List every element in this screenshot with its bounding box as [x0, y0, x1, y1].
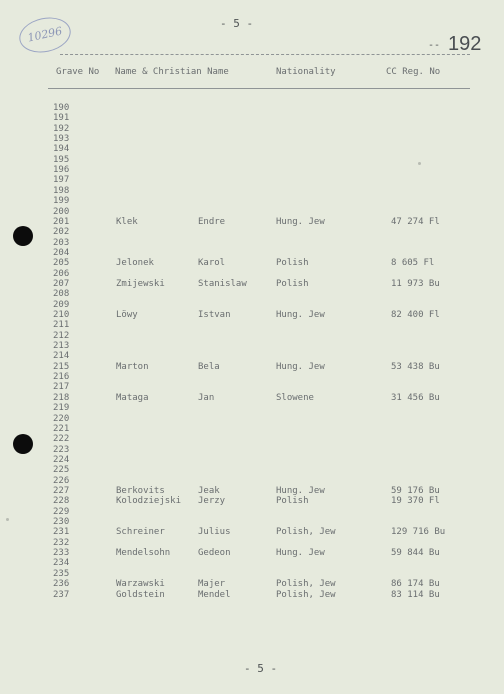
header-rule: [48, 88, 470, 89]
surname-cell: Mendelsohn: [116, 548, 171, 558]
archive-stamp: 10296: [16, 13, 74, 57]
nationality-cell: Polish, Jew: [276, 527, 336, 538]
grave-number: 192: [53, 123, 70, 134]
grave-number: 229: [53, 506, 70, 517]
cc-reg-cell: 11 973 Bu: [391, 278, 440, 289]
nationality-cell: Hung. Jew: [276, 485, 325, 496]
grave-number: 232: [53, 537, 70, 548]
first-name-cell: Jeak: [198, 485, 220, 496]
surname-cell: Schreiner: [116, 527, 165, 538]
nationality-cell: Polish: [276, 278, 309, 289]
surname-cell: Zmijewski: [116, 278, 165, 289]
first-name-cell: Bela: [198, 361, 220, 372]
nationality-cell: Hung. Jew: [276, 548, 325, 558]
grave-number: 195: [53, 154, 70, 165]
grave-number: 200: [53, 206, 70, 217]
cc-reg-cell: 59 844 Bu: [391, 548, 440, 558]
grave-number: 204: [53, 247, 70, 258]
dash-mark: --: [428, 40, 441, 51]
surname-cell: Klek: [116, 216, 138, 227]
cc-reg-cell: 86 174 Bu: [391, 579, 440, 590]
header-cc-reg: CC Reg. No: [386, 67, 441, 77]
grave-number: 205: [53, 258, 70, 269]
nationality-cell: Polish: [276, 496, 309, 507]
cc-reg-cell: 53 438 Bu: [391, 361, 440, 372]
nationality-cell: Slowene: [276, 392, 314, 403]
grave-number: 203: [53, 237, 70, 248]
first-name-cell: Stanislaw: [198, 278, 247, 289]
nationality-cell: Polish: [276, 258, 309, 269]
grave-number: 221: [53, 423, 70, 434]
paper-speck: [418, 162, 421, 165]
first-name-cell: Jerzy: [198, 496, 226, 507]
grave-number: 236: [53, 579, 70, 590]
grave-number: 193: [53, 134, 70, 145]
surname-cell: Berkovits: [116, 485, 165, 496]
grave-number: 224: [53, 454, 70, 465]
grave-number: 222: [53, 434, 70, 445]
first-name-cell: Julius: [198, 527, 231, 538]
surname-cell: Warzawski: [116, 579, 165, 590]
grave-number: 208: [53, 289, 70, 300]
cc-reg-cell: 83 114 Bu: [391, 589, 440, 600]
first-name-cell: Majer: [198, 579, 226, 590]
grave-number: 237: [53, 589, 70, 600]
nationality-cell: Polish, Jew: [276, 589, 336, 600]
nationality-cell: Polish, Jew: [276, 579, 336, 590]
surname-cell: Marton: [116, 361, 149, 372]
grave-number: 227: [53, 485, 70, 496]
grave-number: 199: [53, 196, 70, 207]
grave-number: 223: [53, 444, 70, 455]
grave-number: 218: [53, 392, 70, 403]
first-name-cell: Mendel: [198, 589, 231, 600]
grave-number: 206: [53, 268, 70, 279]
first-name-cell: Endre: [198, 216, 226, 227]
punch-hole: [13, 226, 33, 246]
grave-number: 202: [53, 227, 70, 238]
nationality-cell: Hung. Jew: [276, 216, 325, 227]
cc-reg-cell: 59 176 Bu: [391, 485, 440, 496]
cc-reg-cell: 19 370 Fl: [391, 496, 440, 507]
paper-speck: [6, 518, 9, 521]
first-name-cell: Jan: [198, 392, 215, 403]
surname-cell: Jelonek: [116, 258, 154, 269]
page-number: 192: [448, 33, 482, 55]
grave-number: 215: [53, 361, 70, 372]
first-name-cell: Karol: [198, 258, 226, 269]
grave-number: 220: [53, 413, 70, 424]
top-page-marker: - 5 -: [220, 17, 254, 30]
first-name-cell: Gedeon: [198, 548, 231, 558]
surname-cell: Goldstein: [116, 589, 165, 600]
grave-number: 209: [53, 299, 70, 310]
first-name-cell: Istvan: [198, 310, 231, 320]
grave-number: 231: [53, 527, 70, 538]
grave-number: 211: [53, 320, 70, 331]
nationality-cell: Hung. Jew: [276, 361, 325, 372]
grave-number: 234: [53, 558, 70, 569]
grave-number: 214: [53, 351, 70, 362]
surname-cell: Löwy: [116, 310, 138, 320]
nationality-cell: Hung. Jew: [276, 310, 325, 320]
grave-number: 217: [53, 382, 70, 393]
grave-number: 198: [53, 185, 70, 196]
header-name: Name & Christian Name: [115, 67, 229, 77]
grave-number: 228: [53, 496, 70, 507]
header-nationality: Nationality: [276, 67, 336, 77]
footer-page-marker: - 5 -: [244, 662, 278, 675]
surname-cell: Mataga: [116, 392, 149, 403]
grave-number: 235: [53, 568, 70, 579]
punch-hole: [13, 434, 33, 454]
grave-number: 226: [53, 475, 70, 486]
grave-number: 216: [53, 372, 70, 383]
grave-number: 194: [53, 144, 70, 155]
cc-reg-cell: 129 716 Bu: [391, 527, 446, 538]
grave-number: 219: [53, 403, 70, 414]
grave-number: 212: [53, 330, 70, 341]
cc-reg-cell: 8 605 Fl: [391, 258, 435, 269]
top-rule: [60, 54, 470, 55]
grave-number: 210: [53, 310, 70, 320]
grave-number: 197: [53, 175, 70, 186]
grave-number: 190: [53, 103, 70, 113]
grave-number: 191: [53, 113, 70, 124]
header-grave-no: Grave No: [56, 67, 100, 77]
cc-reg-cell: 31 456 Bu: [391, 392, 440, 403]
cc-reg-cell: 82 400 Fl: [391, 310, 440, 320]
grave-number: 207: [53, 278, 70, 289]
grave-number: 213: [53, 341, 70, 351]
grave-number: 233: [53, 548, 70, 558]
grave-number: 230: [53, 517, 70, 527]
grave-number: 196: [53, 165, 70, 176]
cc-reg-cell: 47 274 Fl: [391, 216, 440, 227]
grave-number: 225: [53, 465, 70, 476]
grave-number: 201: [53, 216, 70, 227]
surname-cell: Kolodziejski: [116, 496, 182, 507]
